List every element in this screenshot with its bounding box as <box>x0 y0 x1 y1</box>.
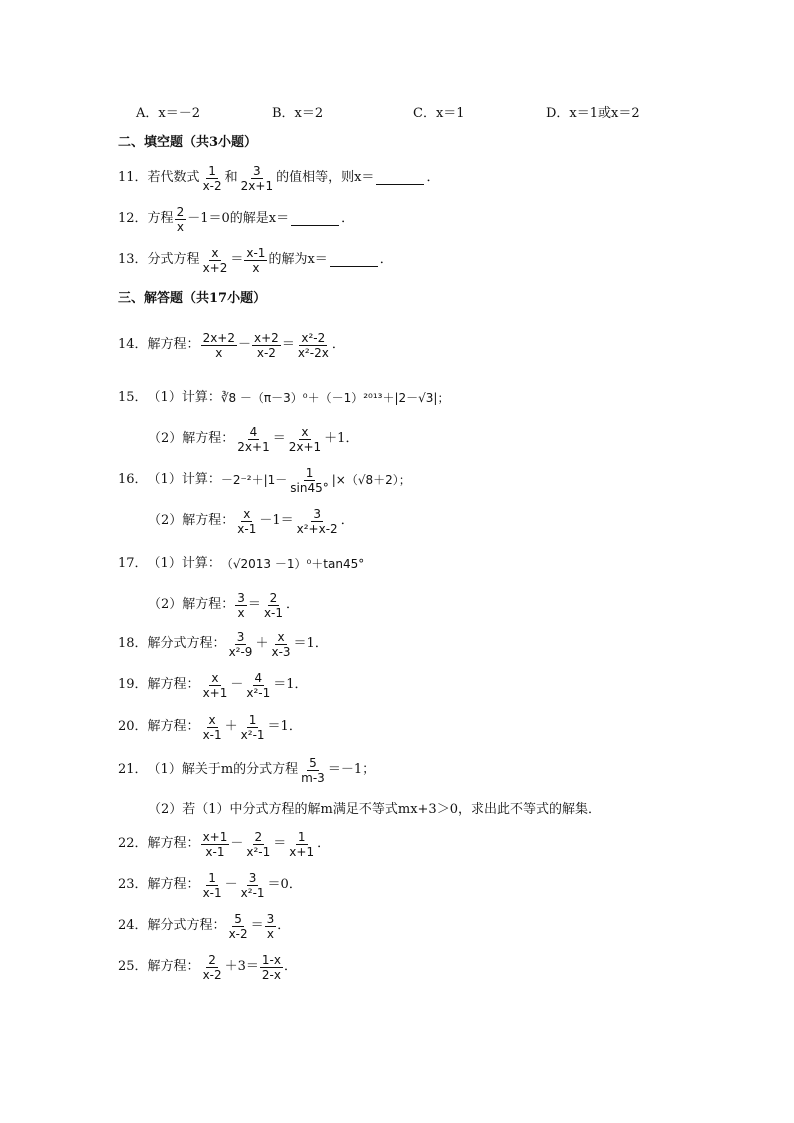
option-c: C．x＝1 <box>413 106 465 121</box>
question-16-part-1: 16． （1）计算： －2⁻²＋|1－ 1 sin45° |×（√8＋2）； <box>118 465 411 495</box>
fraction: 3 x <box>237 590 245 620</box>
fraction: 2 x²-1 <box>246 829 271 859</box>
fraction: x-1 x <box>246 245 266 275</box>
fraction: 5 x-2 <box>228 911 248 941</box>
fraction: 3 2x+1 <box>240 163 274 193</box>
fraction: 1 x+1 <box>289 829 315 859</box>
question-19: 19． 解方程： x x+1 － 4 x²-1 ＝1． <box>118 670 308 700</box>
question-25: 25． 解方程： 2 x-2 ＋3＝ 1-x 2-x ． <box>118 952 298 982</box>
fraction: x 2x+1 <box>288 424 322 454</box>
question-18: 18． 解分式方程： 3 x²-9 ＋ x x-3 ＝1． <box>118 629 328 659</box>
fraction: 2 x-2 <box>202 952 222 982</box>
option-b: B．x＝2 <box>272 106 324 121</box>
option-a: A．x＝－2 <box>136 106 200 121</box>
question-21-part-1: 21． （1）解关于m的分式方程 5 m-3 ＝－1； <box>118 755 376 785</box>
fraction: 4 2x+1 <box>237 424 270 454</box>
question-22: 22． 解方程： x+1 x-1 － 2 x²-1 ＝ 1 x+1 ． <box>118 829 331 859</box>
fraction: 1 x-1 <box>202 870 222 900</box>
answer-blank <box>291 213 339 226</box>
fraction: x+1 x-1 <box>202 829 228 859</box>
fraction: x²-2 x²-2x <box>297 330 329 360</box>
fraction: 1 x-2 <box>202 163 222 193</box>
answer-blank <box>376 172 424 185</box>
question-20: 20． 解方程： x x-1 ＋ 1 x²-1 ＝1． <box>118 712 302 742</box>
fraction: 1 sin45° <box>290 465 329 495</box>
question-15-part-1: 15． （1）计算： ∛8 －（π－3）⁰＋（－1）²⁰¹³＋|2－√3|； <box>118 390 450 405</box>
fraction: 2 x-1 <box>263 590 284 620</box>
fraction: 3 x <box>266 911 275 941</box>
fraction: 4 x²-1 <box>246 670 271 700</box>
question-17-part-1: 17． （1）计算： （√2013 －1）⁰＋tan45° <box>118 556 365 571</box>
question-17-part-2: （2）解方程： 3 x ＝ 2 x-1 ． <box>148 590 300 620</box>
answer-blank <box>330 254 378 267</box>
fraction: x x-3 <box>271 629 291 659</box>
fraction: 2 x <box>176 204 185 234</box>
fraction: x x+1 <box>202 670 228 700</box>
fraction: x+2 x-2 <box>254 330 279 360</box>
question-15-part-2: （2）解方程： 4 2x+1 ＝ x 2x+1 ＋1． <box>148 424 359 454</box>
fraction: x x+2 <box>202 245 228 275</box>
question-24: 24． 解分式方程： 5 x-2 ＝ 3 x ． <box>118 911 291 941</box>
section-heading-fill: 二、填空题（共3小题） <box>118 135 258 150</box>
fraction: 2x+2 x <box>202 330 235 360</box>
question-12: 12． 方程 2 x －1＝0的解是x＝ ． <box>118 204 355 234</box>
fraction: 1-x 2-x <box>261 952 281 982</box>
question-16-part-2: （2）解方程： x x-1 －1＝ 3 x²+x-2 ． <box>148 506 354 536</box>
section-heading-solve: 三、解答题（共17小题） <box>118 291 267 306</box>
fraction: 3 x²-1 <box>240 870 265 900</box>
question-14: 14． 解方程： 2x+2 x － x+2 x-2 ＝ x²-2 x²-2x ． <box>118 330 345 360</box>
option-d: D．x＝1或x＝2 <box>546 106 640 121</box>
fraction: 3 x²-9 <box>228 629 253 659</box>
fraction: 1 x²-1 <box>240 712 265 742</box>
question-21-part-2: （2）若（1）中分式方程的解m满足不等式mx+3＞0，求出此不等式的解集． <box>148 802 601 817</box>
question-11: 11． 若代数式 1 x-2 和 3 2x+1 的值相等，则x＝ ． <box>118 163 440 193</box>
fraction: 5 m-3 <box>301 755 325 785</box>
fraction: x x-1 <box>237 506 257 536</box>
fraction: 3 x²+x-2 <box>296 506 338 536</box>
fraction: x x-1 <box>202 712 222 742</box>
question-23: 23． 解方程： 1 x-1 － 3 x²-1 ＝0． <box>118 870 302 900</box>
question-13: 13． 分式方程 x x+2 ＝ x-1 x 的解为x＝ ． <box>118 245 393 275</box>
